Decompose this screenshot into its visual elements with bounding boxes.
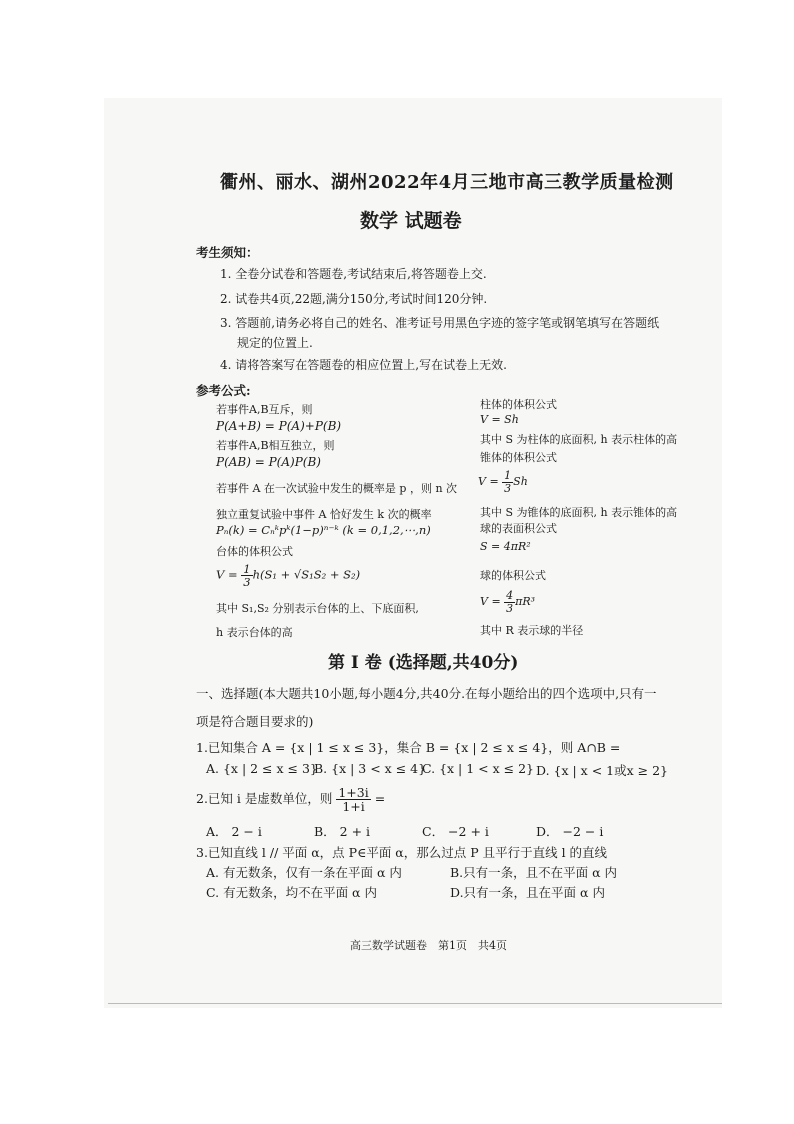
question-3-option-b: B.只有一条，且不在平面 α 内	[450, 865, 618, 880]
question-2-prefix: 2.已知 i 是虚数单位，则	[196, 791, 333, 807]
page-footer: 高三数学试题卷 第1页 共4页	[350, 939, 507, 952]
frac-den: 1+i	[342, 799, 365, 815]
notice-item-2: 2. 试卷共4页,22题,满分150分,考试时间120分钟.	[220, 292, 488, 306]
formula-left-2: P(A+B) = P(A)+P(B)	[216, 419, 342, 433]
frac-num: 1+3i	[338, 785, 369, 800]
question-3-option-c: C. 有无数条，均不在平面 α 内	[206, 885, 377, 900]
part-heading: 第 Ⅰ 卷 (选择题,共40分)	[328, 653, 519, 673]
question-1-option-b: B. {x | 3 < x ≤ 4}	[314, 761, 427, 776]
frac-den: 3	[243, 575, 251, 590]
cone-v-label: V =	[478, 475, 503, 489]
exam-sheet	[104, 98, 722, 1008]
section-intro-cont: 项是符合题目要求的)	[196, 714, 314, 729]
question-1-stem: 1.已知集合 A = {x | 1 ≤ x ≤ 3}，集合 B = {x | 2 ≤ x ≤ 4}，则 A∩B =	[196, 740, 621, 755]
frustum-v-label: V =	[216, 567, 242, 582]
formula-right-2: V = Sh	[480, 413, 519, 426]
formula-left-10: 其中 S₁,S₂ 分别表示台体的上、下底面积,	[216, 602, 419, 615]
sphere-v-label: V =	[480, 595, 505, 609]
question-1-option-a: A. {x | 2 ≤ x ≤ 3}	[206, 761, 318, 776]
notice-item-3: 3. 答题前,请务必将自己的姓名、准考证号用黑色字迹的签字笔或钢笔填写在答题纸	[220, 316, 660, 330]
formula-right-3: 其中 S 为柱体的底面积, h 表示柱体的高	[480, 433, 678, 446]
formula-left-11: h 表示台体的高	[216, 626, 293, 639]
frac-num: 1	[243, 562, 251, 576]
frac-num: 1	[504, 469, 512, 482]
exam-subtitle: 数学 试题卷	[360, 210, 462, 232]
notice-item-1: 1. 全卷分试卷和答题卷,考试结束后,将答题卷上交.	[220, 267, 487, 281]
notice-item-4: 4. 请将答案写在答题卷的相应位置上,写在试卷上无效.	[220, 358, 507, 372]
section-intro: 一、选择题(本大题共10小题,每小题4分,共40分.在每小题给出的四个选项中,只有一	[196, 686, 657, 701]
question-3-option-a: A. 有无数条，仅有一条在平面 α 内	[206, 865, 402, 880]
question-3-stem: 3.已知直线 l // 平面 α，点 P∈平面 α，那么过点 P 且平行于直线 l 的直线	[196, 845, 608, 860]
page-edge-line	[108, 1003, 722, 1004]
formula-left-5: 若事件 A 在一次试验中发生的概率是 p ，则 n 次	[216, 482, 458, 495]
formula-left-3: 若事件A,B相互独立，则	[216, 439, 335, 452]
frustum-v-rest: h(S₁ + √S₁S₂ + S₂)	[252, 567, 361, 582]
frac-num: 4	[506, 589, 514, 602]
question-2-option-b: B． 2 + i	[314, 824, 371, 839]
question-3-option-d: D.只有一条，且在平面 α 内	[450, 885, 605, 900]
cone-fraction	[502, 470, 513, 494]
notice-heading: 考生须知：	[196, 245, 259, 260]
question-2-option-a: A． 2 − i	[206, 824, 262, 839]
sphere-fraction	[504, 590, 515, 614]
question-2-stem	[196, 786, 385, 813]
cone-volume-formula	[478, 470, 528, 494]
frustum-fraction	[241, 563, 252, 588]
sphere-v-rest: πR³	[515, 595, 536, 609]
exam-title: 衢州、丽水、湖州2022年4月三地市高三教学质量检测	[220, 172, 674, 193]
notice-item-3-cont: 规定的位置上.	[237, 336, 313, 350]
frac-den: 3	[504, 481, 512, 495]
sphere-volume-formula	[480, 590, 535, 614]
frustum-volume-formula	[216, 563, 360, 588]
question-2-suffix: =	[374, 791, 386, 807]
formula-left-8: 台体的体积公式	[216, 545, 293, 558]
frac-den: 3	[506, 601, 514, 615]
formula-right-9: 球的体积公式	[480, 569, 546, 582]
question-2-option-c: C． −2 + i	[422, 824, 489, 839]
formula-right-7: 球的表面积公式	[480, 522, 557, 535]
formula-right-11: 其中 R 表示球的半径	[480, 624, 584, 637]
question-1-option-d: D. {x | x < 1或x ≥ 2}	[536, 763, 668, 778]
question-2-option-d: D． −2 − i	[536, 824, 604, 839]
formula-left-1: 若事件A,B互斥，则	[216, 403, 313, 416]
formula-left-6: 独立重复试验中事件 A 恰好发生 k 次的概率	[216, 508, 432, 521]
cone-v-rest: Sh	[513, 475, 528, 489]
formula-right-1: 柱体的体积公式	[480, 398, 557, 411]
formula-right-8: S = 4πR²	[480, 540, 531, 553]
question-2-fraction	[336, 786, 370, 813]
formula-left-7: Pₙ(k) = Cₙᵏpᵏ(1−p)ⁿ⁻ᵏ (k = 0,1,2,⋯,n)	[216, 523, 431, 537]
formula-right-6: 其中 S 为锥体的底面积, h 表示锥体的高	[480, 506, 678, 519]
question-1-option-c: C. {x | 1 < x ≤ 2}	[422, 761, 534, 776]
formula-right-4: 锥体的体积公式	[480, 451, 557, 464]
formula-left-4: P(AB) = P(A)P(B)	[216, 455, 321, 469]
formulas-heading: 参考公式:	[196, 383, 251, 398]
